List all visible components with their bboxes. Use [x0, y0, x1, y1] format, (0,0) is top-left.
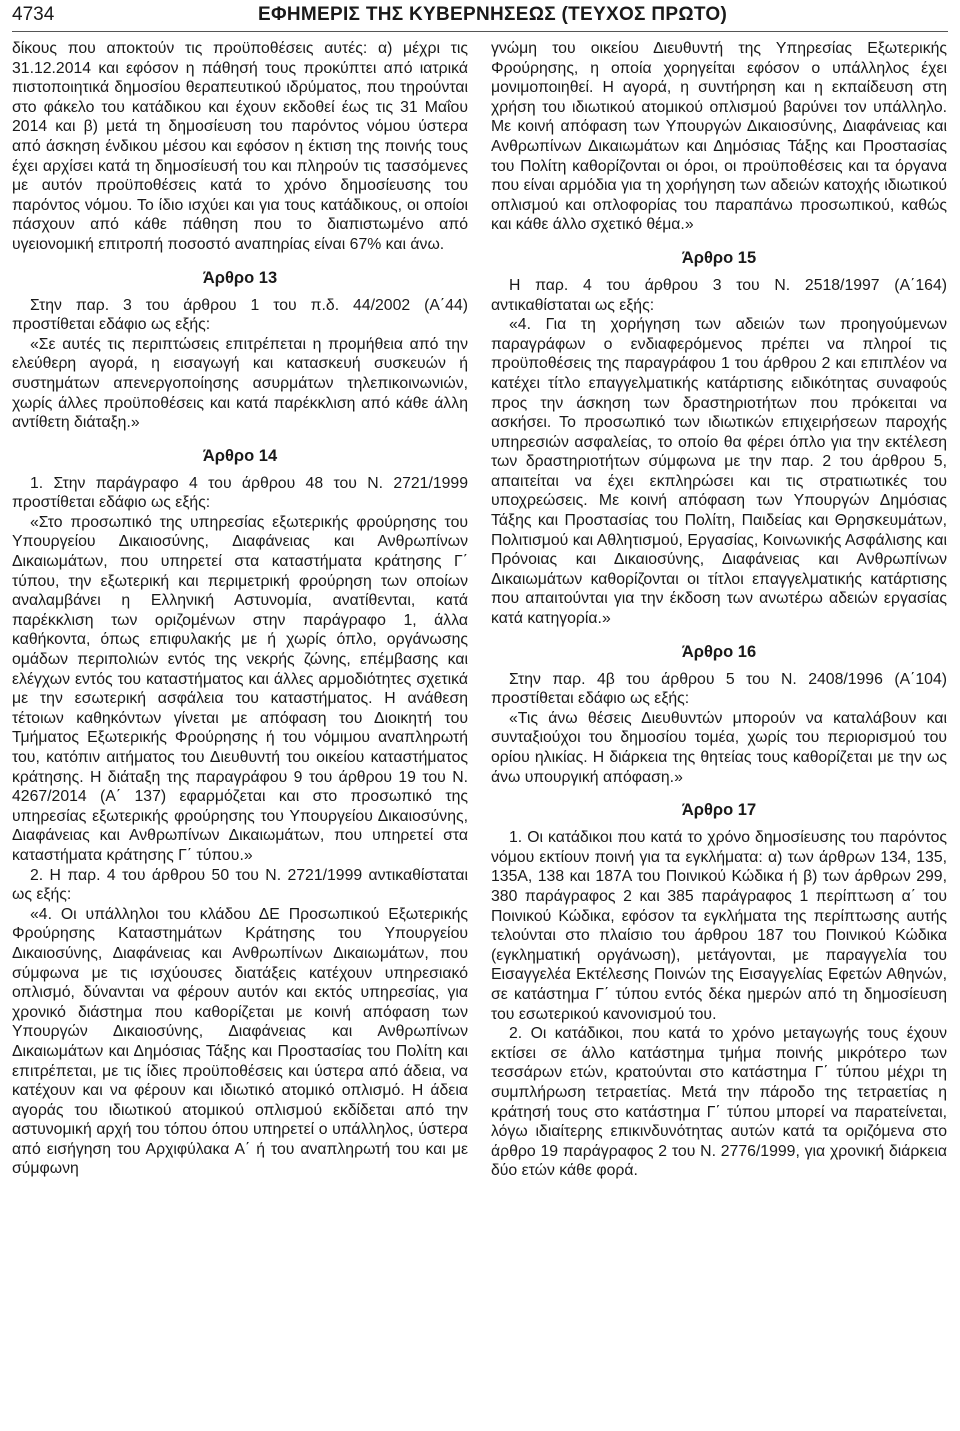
right-column	[491, 39, 947, 1181]
gazette-title: ΕΦΗΜΕΡΙΣ ΤΗΣ ΚΥΒΕΡΝΗΣΕΩΣ (ΤΕΥΧΟΣ ΠΡΩΤΟ)	[258, 4, 728, 25]
paragraph: γνώμη του οικείου Διευθυντή της Υπηρεσίας Εξωτερικής Φρούρησης, η οποία χορηγείται εφόσον ο υπάλληλος έχει μονιμοποιηθεί. Η αγορά, η συντήρηση και η εκπαίδευση στη χρήση του ιδιωτικού ατομικού οπλισμού βαρύνει τον υπάλληλο. Με κοινή απόφαση των Υπουργών Δικαιοσύνης, Διαφάνειας και Ανθρωπίνων Δικαιωμάτων και Δημόσιας Τάξης και Προστασίας του Πολίτη καθορίζονται οι όροι, οι προϋποθέσεις και τα όργανα που είναι αρμόδια για τη χορήγηση των αδειών κατοχής ιδιωτικού οπλισμού και οπλοφορίας του παραπάνω προσωπικού, καθώς και κάθε άλλο σχετικό θέμα.»	[491, 40, 947, 234]
article-heading-15: Άρθρο 15	[681, 248, 757, 267]
paragraph: Η παρ. 4 του άρθρου 3 του Ν. 2518/1997 (Α΄164) αντικαθίσταται ως εξής:	[491, 276, 947, 314]
paragraph: «Στο προσωπικό της υπηρεσίας εξωτερικής φρούρησης του Υπουργείου Δικαιοσύνης, Διαφάνειας και Ανθρωπίνων Δικαιωμάτων, που υπηρετεί στα καταστήματα κράτησης Γ΄ τύπου, την εξωτερική και περιμετρική φρούρηση των οποίων αναλαμβάνει η Ελληνική Αστυνομία, ανατίθενται, κατά παρέκκλιση των οριζομένων στην παράγραφο 1, άλλα καθήκοντα, όπως επιφυλακής με ή χωρίς όπλο, οργάνωσης ομάδων περιπολιών εντός της νεκρής ζώνης, επέμβασης και ελέγχων εντός του καταστήματος και άλλες αρμοδιότητες σχετικά με την εσωτερική ασφάλεια του καταστήματος. Η ανάθεση τέτοιων καθηκόντων γίνεται με απόφαση του Διοικητή του Τμήματος Εξωτερικής Φρούρησης ή του νόμιμου αναπληρωτή του, κατόπιν αιτήματος του Διευθυντή του οικείου καταστήματος κράτησης. Η διάταξη της παραγράφου 9 του άρθρου 19 του Ν. 4267/2014 (Α΄ 137) εφαρμόζεται και στο προσωπικό της υπηρεσίας εξωτερικής φρούρησης του Υπουργείου Δικαιοσύνης, Διαφάνειας και Ανθρωπίνων Δικαιωμάτων, που υπηρετεί στα καταστήματα κράτησης Γ΄ τύπου.»	[12, 513, 468, 864]
page-header	[12, 2, 960, 32]
article-heading-17: Άρθρο 17	[681, 801, 757, 820]
paragraph: 2. Η παρ. 4 του άρθρου 50 του Ν. 2721/1999 αντικαθίσταται ως εξής:	[12, 866, 468, 904]
article-heading-14: Άρθρο 14	[202, 446, 278, 465]
paragraph: 1. Στην παράγραφο 4 του άρθρου 48 του Ν. 2721/1999 προστίθεται εδάφιο ως εξής:	[12, 474, 468, 512]
page-number: 4734	[12, 4, 55, 25]
paragraph: 2. Οι κατάδικοι, που κατά το χρόνο μεταγωγής τους έχουν εκτίσει σε άλλο κατάστημα τμήμα ποινής μικρότερο των τεσσάρων ετών, κρατούνται στο κατάστημα Γ΄ τύπου μέχρι τη συμπλήρωση τετραετίας. Μετά την πάροδο της τετραετίας η κράτησή τους στο κατάστημα Γ΄ τύπου μπορεί να παρατείνεται, λόγω ιδιαίτερης επικινδυνότητας αυτών κατά τα οριζόμενα στο άρθρο 19 παράγραφος 2 του Ν. 2776/1999, για χρονική διάρκεια δύο ετών κάθε φορά.	[491, 1025, 947, 1180]
paragraph: 1. Οι κατάδικοι που κατά το χρόνο δημοσίευσης του παρόντος νόμου εκτίουν ποινή για τα εγκλήματα: α) των άρθρων 134, 135, 135Α, 138 και 187Α του Ποινικού Κώδικα ή β) των άρθρων 299, 380 παράγραφος 2 και 385 παράγραφος 1 περίπτωση α΄ του Ποινικού Κώδικα, εφόσον τα εγκλήματα της περίπτωσης αυτής τελούνται στο πλαίσιο του άρθρου 187 του Ποινικού Κώδικα (εγκληματική οργάνωση), μετάγονται, με παραγγελία του Εισαγγελέα Εκτέλεσης Ποινών της Εισαγγελίας Εφετών Αθηνών, σε κατάστημα Γ΄ τύπου εντός δέκα ημερών από τη δημοσίευση του εσωτερικού κανονισμού του.	[491, 829, 947, 1023]
header-rule	[12, 31, 948, 32]
paragraph: «Τις άνω θέσεις Διευθυντών μπορούν να καταλάβουν και συνταξιούχοι του δημοσίου τομέα, χωρίς του περιορισμού του ορίου ηλικίας. Η διάρκεια της θητείας τους καθορίζεται με την ως άνω υπουργική απόφαση.»	[491, 709, 947, 786]
paragraph: «4. Για τη χορήγηση των αδειών των προηγούμενων παραγράφων ο ενδιαφερόμενος πρέπει να πληροί τις προϋποθέσεις της παραγράφου 1 του άρθρου 2 και επιπλέον να κατέχει τίτλο επαγγελματικής κατάρτισης ειδικότητας συναφούς προς την άσκηση των δραστηριοτήτων που πρόκειται να ασκήσει. Το προσωπικό των ιδιωτικών επιχειρήσεων παροχής υπηρεσιών ασφαλείας, το οποίο θα φέρει όπλο για την εκτέλεση των δραστηριοτήτων σύμφωνα με την παρ. 2 του άρθρου 5, απαιτείται να έχει εκπληρώσει και τις στρατιωτικές του υποχρεώσεις. Με κοινή απόφαση των Υπουργών Δημόσιας Τάξης και Προστασίας του Πολίτη, Παιδείας και Θρησκευμάτων, Πολιτισμού και Αθλητισμού, Εργασίας, Κοινωνικής Ασφάλισης και Πρόνοιας και Δικαιοσύνης, Διαφάνειας και Ανθρωπίνων Δικαιωμάτων καθορίζονται οι τίτλοι επαγγελματικής κατάρτισης που απαιτούνται για την έκδοση των ανωτέρω αδειών εργασίας κατά κατηγορία.»	[491, 316, 947, 628]
paragraph: Στην παρ. 4β του άρθρου 5 του Ν. 2408/1996 (Α΄104) προστίθεται εδάφιο ως εξής:	[491, 670, 947, 708]
left-column	[12, 39, 468, 1179]
paragraph: δίκους που αποκτούν τις προϋποθέσεις αυτές: α) μέχρι τις 31.12.2014 και εφόσον η πάθησή τους προκύπτει από ιατρικά πιστοποιητικά δημοσίου θεραπευτικού ιδρύματος, που τηρούνται στο φάκελο του κατάδικου και έχουν εκδοθεί έως τις 31 Μαΐου 2014 και β) μετά τη δημοσίευση του παρόντος νόμου ύστερα από άσκηση ένδικου μέσου και εφόσον η έκτιση της ποινής τους έχει αρχίσει κατά τη δημοσίευσή του και πληρούν τις τασσόμενες με αυτόν προϋποθέσεις κατά το χρόνο δημοσίευσης του παρόντος νόμου. Το ίδιο ισχύει και για τους κατάδικους, οι οποίοι πάσχουν από κάθε πάθηση που το διαπιστωμένο από υγειονομική επιτροπή ποσοστό αναπηρίας είναι 67% και άνω.	[12, 40, 468, 253]
article-heading-16: Άρθρο 16	[681, 642, 757, 661]
article-heading-13: Άρθρο 13	[202, 268, 278, 287]
paragraph: «Σε αυτές τις περιπτώσεις επιτρέπεται η προμήθεια από την ελεύθερη αγορά, η εισαγωγή και κατασκευή συσκευών ή συστημάτων απενεργοποίησης ασυρμάτων τηλεπικοινωνιών, χωρίς άλλες προϋποθέσεις και κατά παρέκκλιση από κάθε άλλη αντίθετη διάταξη.»	[12, 335, 468, 432]
paragraph: «4. Οι υπάλληλοι του κλάδου ΔΕ Προσωπικού Εξωτερικής Φρούρησης Καταστημάτων Κράτησης του Υπουργείου Δικαιοσύνης, Διαφάνειας και Ανθρωπίνων Δικαιωμάτων, που σύμφωνα με τις ισχύουσες διατάξεις κατέχουν υπηρεσιακό οπλισμό, δύνανται να φέρουν αυτόν και εκτός υπηρεσίας, για χρονικό διάστημα που καθορίζεται με κοινή απόφαση των Υπουργών Δικαιοσύνης, Διαφάνειας και Ανθρωπίνων Δικαιωμάτων και Δημόσιας Τάξης και Προστασίας του Πολίτη και επιτρέπεται, με τις ίδιες προϋποθέσεις και ύστερα από άδεια, να κατέχουν και να φέρουν και ιδιωτικό ατομικό οπλισμό. Η άδεια αγοράς του ιδιωτικού ατομικού οπλισμού εκδίδεται από την αστυνομική αρχή του τόπου όπου υπηρετεί ο υπάλληλος, ύστερα από εισήγηση του Αρχιφύλακα Α΄ ή του αναπληρωτή του και με σύμφωνη	[12, 905, 468, 1178]
paragraph: Στην παρ. 3 του άρθρου 1 του π.δ. 44/2002 (Α΄44) προστίθεται εδάφιο ως εξής:	[12, 296, 468, 334]
